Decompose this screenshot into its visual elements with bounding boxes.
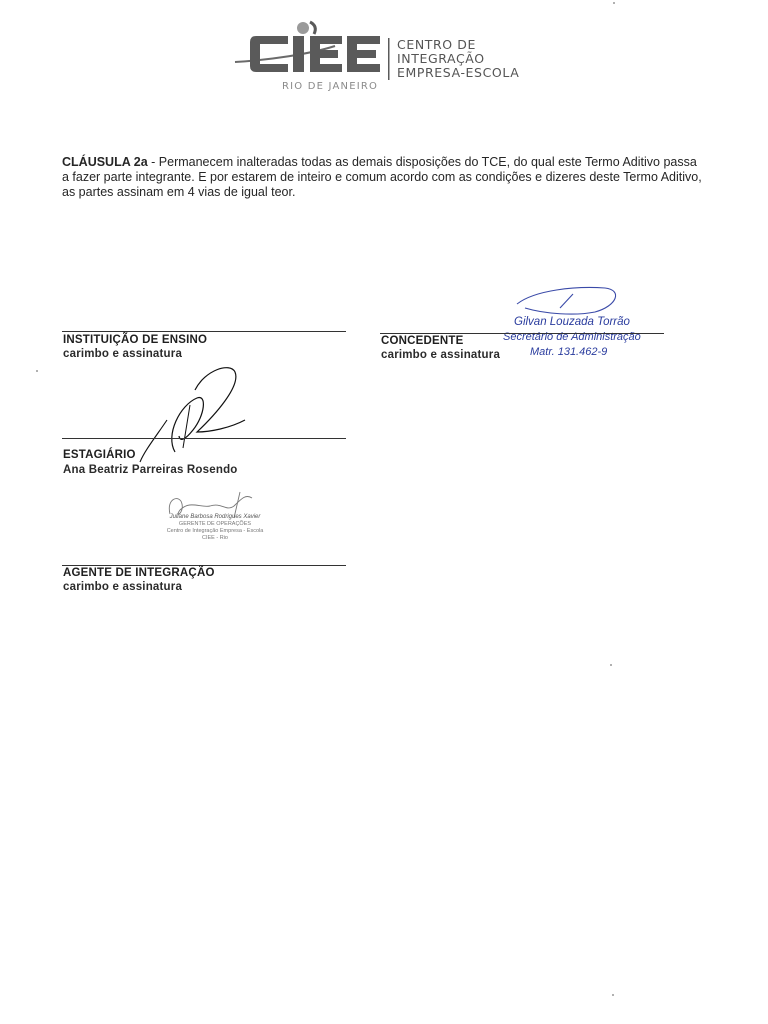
concedente-subtitle: carimbo e assinatura — [381, 349, 501, 361]
ciee-logo-mark-icon — [230, 18, 395, 80]
clause-label: CLÁUSULA 2a — [62, 155, 148, 169]
org-name-line-2: INTEGRAÇÃO — [397, 51, 485, 66]
agente-stamp-city: CIEE - Rio — [202, 535, 228, 541]
agente-title: AGENTE DE INTEGRAÇÃO — [63, 567, 215, 579]
org-name — [397, 38, 519, 80]
agente-signature-line — [62, 565, 346, 566]
org-name-line-1: CENTRO DE — [397, 37, 477, 52]
estagiario-signature-icon — [135, 360, 255, 470]
scan-speck — [613, 2, 615, 4]
scan-speck — [36, 370, 38, 372]
org-region: RIO DE JANEIRO — [282, 81, 379, 92]
concedente-signature-line — [380, 333, 664, 334]
estagiario-name: Ana Beatriz Parreiras Rosendo — [63, 464, 238, 476]
org-name-line-3: EMPRESA-ESCOLA — [397, 65, 520, 80]
agente-stamp-name: Juliane Barbosa Rodrigues Xavier — [169, 514, 261, 520]
instituicao-subtitle: carimbo e assinatura — [63, 348, 183, 360]
concedente-stamp-registration: Matr. 131.462-9 — [530, 346, 608, 358]
scan-speck — [610, 664, 612, 666]
agente-stamp-role: GERENTE DE OPERAÇÕES — [178, 521, 252, 527]
agente-stamp — [150, 514, 280, 542]
concedente-stamp-name: Gilvan Louzada Torrão — [514, 316, 630, 328]
estagiario-signature-line — [62, 438, 346, 439]
clause-text: - Permanecem inalteradas todas as demais disposições do TCE, do qual este Termo Aditivo passa a fazer parte integrante. E por estarem de inteiro e comum acordo com as condições e dizeres deste Termo Aditivo, as partes assinam em 4 vias de igual teor. — [62, 155, 702, 199]
concedente-stamp-role: Secretário de Administração — [503, 331, 641, 343]
ciee-logo — [230, 18, 540, 98]
instituicao-signature-line — [62, 331, 346, 332]
instituicao-title: INSTITUIÇÃO DE ENSINO — [63, 334, 208, 346]
estagiario-title: ESTAGIÁRIO — [63, 449, 136, 461]
clause-paragraph — [62, 155, 707, 200]
concedente-title: CONCEDENTE — [381, 335, 464, 347]
agente-subtitle: carimbo e assinatura — [63, 581, 183, 593]
agente-stamp-org: Centro de Integração Empresa - Escola — [166, 528, 264, 534]
scan-speck — [612, 994, 614, 996]
